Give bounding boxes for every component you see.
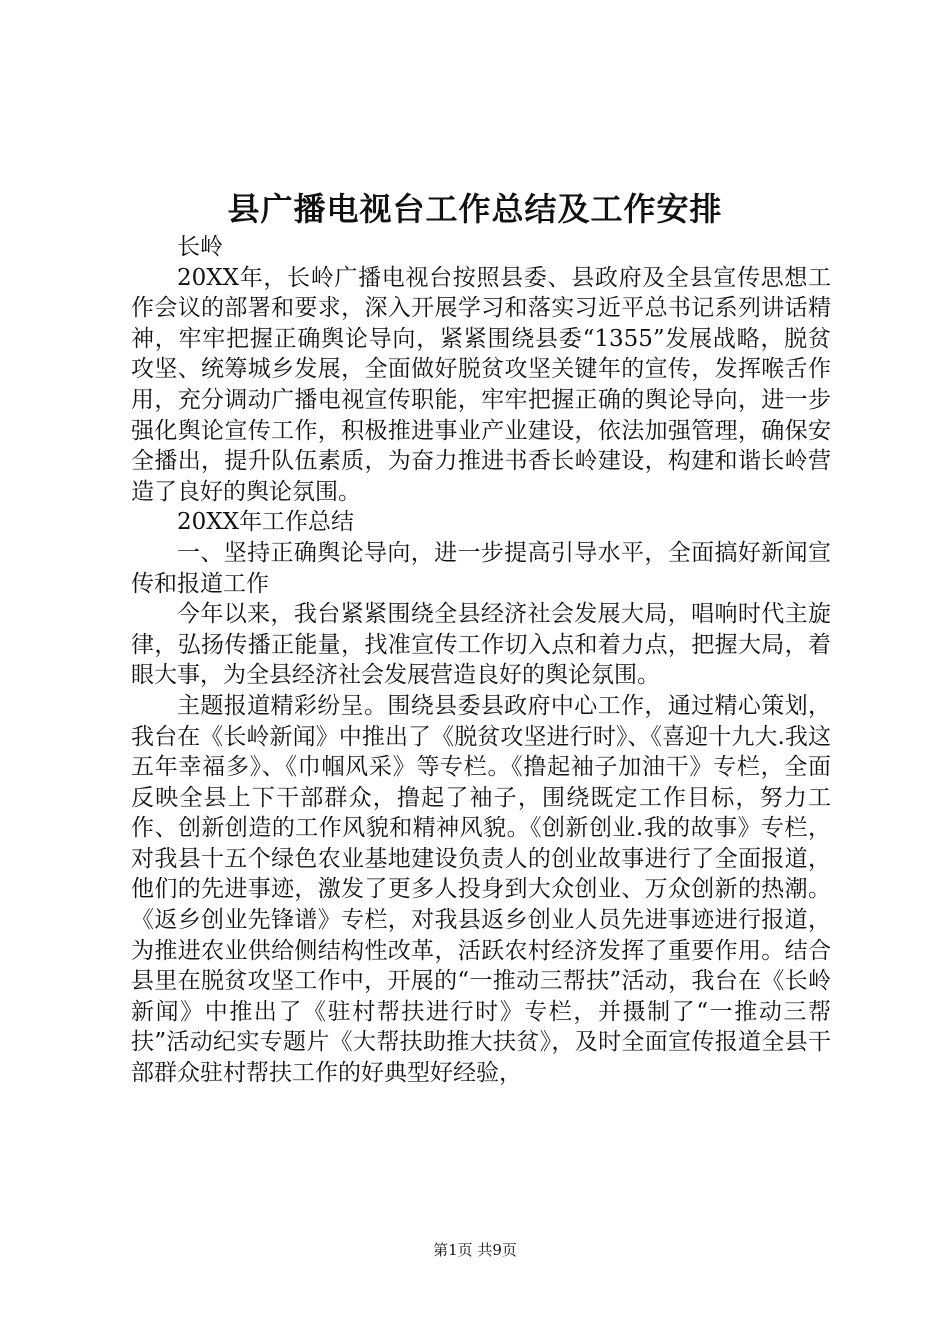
subsection-heading: 一、坚持正确舆论导向，进一步提高引导水平，全面搞好新闻宣传和报道工作 [131,539,831,597]
document-body [131,232,831,1089]
page-number-footer: 第1页 共9页 [433,1241,517,1259]
body-paragraph: 主题报道精彩纷呈。围绕县委县政府中心工作，通过精心策划，我台在《长岭新闻》中推出了《脱贫攻坚进行时》、《喜迎十九大.我这五年幸福多》、《巾帼风采》等专栏。《撸起袖子加油干》专栏，全面反映全县上下干部群众，撸起了袖子，围绕既定工作目标，努力工作、创新创造的工作风貌和精神风貌。《创新创业.我的故事》专栏，对我县十五个绿色农业基地建设负责人的创业故事进行了全面报道，他们的先进事迹，激发了更多人投身到大众创业、万众创新的热潮。《返乡创业先锋谱》专栏，对我县返乡创业人员先进事迹进行报道，为推进农业供给侧结构性改革，活跃农村经济发挥了重要作用。结合县里在脱贫攻坚工作中，开展的“一推动三帮扶”活动，我台在《长岭新闻》中推出了《驻村帮扶进行时》专栏，并摄制了“一推动三帮扶”活动纪实专题片《大帮扶助推大扶贫》，及时全面宣传报道全县干部群众驻村帮扶工作的好典型好经验， [131,692,831,1087]
author-line: 长岭 [177,234,223,260]
document-title: 县广播电视台工作总结及工作安排 [227,190,723,228]
intro-paragraph: 20XX年，长岭广播电视台按照县委、县政府及全县宣传思想工作会议的部署和要求，深入开展学习和落实习近平总书记系列讲话精神，牢牢把握正确舆论导向，紧紧围绕县委“1355”发展战略，脱贫攻坚、统筹城乡发展，全面做好脱贫攻坚关键年的宣传，发挥喉舌作用，充分调动广播电视宣传职能，牢牢把握正确的舆论导向，进一步强化舆论宣传工作，积极推进事业产业建设，依法加强管理，确保安全播出，提升队伍素质，为奋力推进书香长岭建设，构建和谐长岭营造了良好的舆论氛围。 [131,264,831,505]
body-paragraph: 今年以来，我台紧紧围绕全县经济社会发展大局，唱响时代主旋律，弘扬传播正能量，找准宣传工作切入点和着力点，把握大局，着眼大事，为全县经济社会发展营造良好的舆论氛围。 [131,601,831,689]
section-heading: 20XX年工作总结 [177,509,355,536]
